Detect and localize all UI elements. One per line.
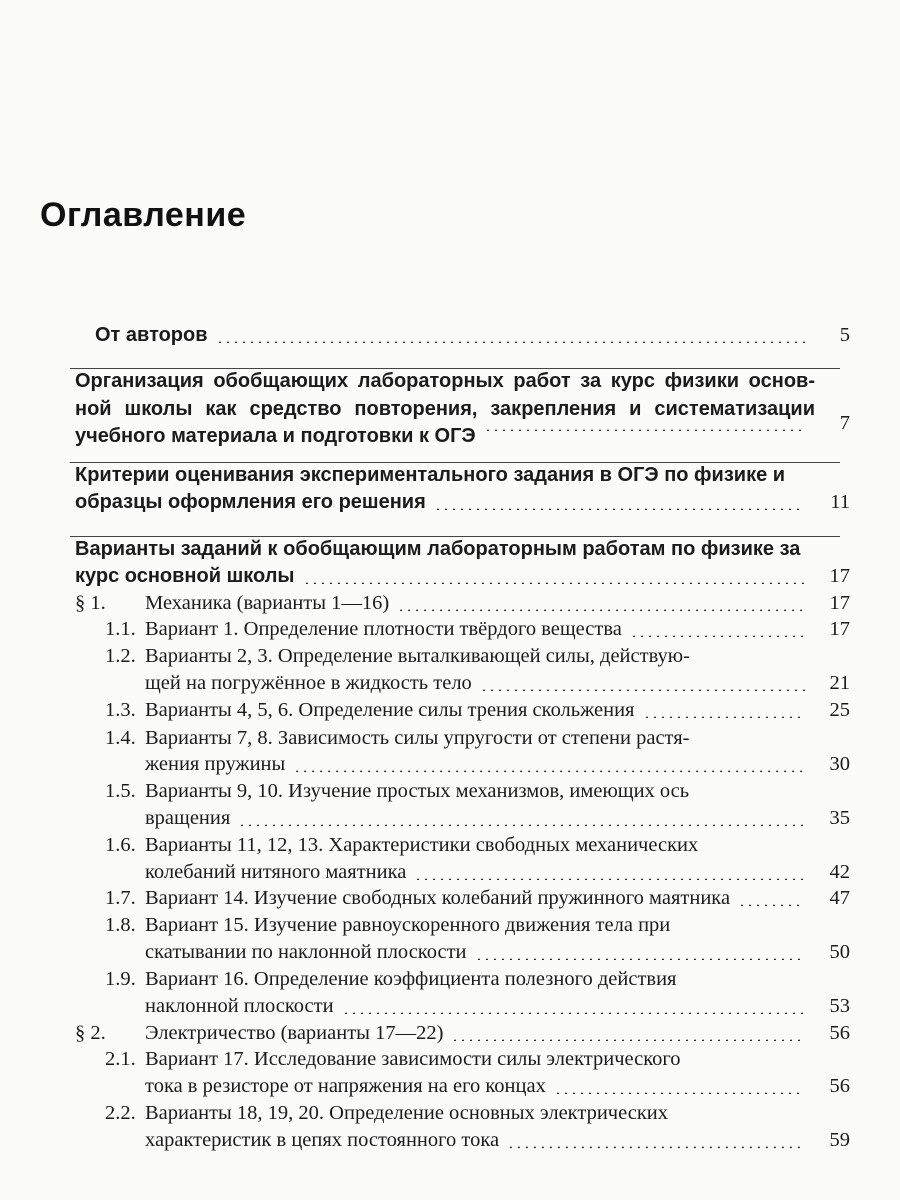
toc-entry-title: Варианты 18, 19, 20. Определение основных электрических [145,1102,669,1124]
toc-page-number: 11 [830,491,850,513]
toc-page-number: 53 [829,995,850,1017]
toc-entry-number: 1.9. [105,968,136,990]
toc-entry-number: 1.4. [105,727,136,749]
toc-entry-title: Механика (варианты 1—16) [145,592,390,614]
toc-leader-dots [643,716,806,718]
toc-entry-title: Электричество (варианты 17—22) [145,1022,444,1044]
toc-entry-title: Варианты 9, 10. Изучение простых механизмов, имеющих ось [145,780,690,802]
toc-leader-dots [303,582,805,584]
toc-entry-number: 1.5. [105,780,136,802]
toc-entry-number: 1.1. [105,618,136,640]
toc-leader-dots [434,508,805,510]
toc-entry-number: § 2. [75,1022,106,1044]
toc-page-number: 5 [839,324,850,346]
toc-leader-dots [414,878,805,880]
toc-leader-dots [484,429,805,431]
toc-entry-number: 1.8. [105,914,136,936]
toc-page-number: 17 [829,565,850,587]
toc-entry-title: От авторов [95,324,208,346]
toc-entry-title: вращения [145,807,231,829]
toc-entry-number: 2.1. [105,1048,136,1070]
toc-leader-dots [397,609,805,611]
toc-entry-number: 1.7. [105,887,136,909]
toc-leader-dots [507,1146,805,1148]
toc-entry-title: образцы оформления его решения [75,491,426,513]
toc-page-number: 30 [829,753,850,775]
toc-entry-title: Вариант 17. Исследование зависимости силы электрического [145,1048,681,1070]
toc-entry-title: Варианты 11, 12, 13. Характеристики свободных механических [145,834,699,856]
section-divider [70,368,840,369]
toc-leader-dots [293,770,805,772]
toc-leader-dots [451,1039,805,1041]
toc-entry-title: Варианты 4, 5, 6. Определение силы трения скольжения [145,699,635,721]
toc-entry-title: Варианты 7, 8. Зависимость силы упругости от степени растя- [145,727,690,749]
toc-entry-title: наклонной плоскости [145,995,334,1017]
toc-leader-dots [238,824,805,826]
section-divider [70,536,840,537]
toc-page-number: 50 [829,941,850,963]
toc-page-number: 7 [839,412,850,434]
toc-page-number: 17 [829,592,850,614]
toc-page-number: 47 [829,887,850,909]
toc-page-number: 42 [829,861,850,883]
toc-leader-dots [738,904,805,906]
toc-entry-title: Критерии оценивания экспериментального задания в ОГЭ по физике и [75,464,786,486]
toc-leader-dots [216,341,805,343]
section-divider [70,462,840,463]
toc-entry-number: 1.6. [105,834,136,856]
toc-leader-dots [480,689,805,691]
toc-leader-dots [630,635,805,637]
toc-entry-number: § 1. [75,592,106,614]
toc-entry-title: Вариант 14. Изучение свободных колебаний пружинного маятника [145,887,731,909]
toc-entry-title: колебаний нитяного маятника [145,861,407,883]
toc-entry-title: характеристик в цепях постоянного тока [145,1129,500,1151]
toc-entry-number: 1.2. [105,645,136,667]
toc-page-number: 59 [829,1129,850,1151]
toc-entry-title: щей на погружённое в жидкость тело [145,672,472,694]
toc-leader-dots [554,1092,805,1094]
toc-entry-title: жения пружины [145,753,286,775]
toc-page-number: 35 [829,807,850,829]
toc-entry-title: скатывании по наклонной плоскости [145,941,467,963]
toc-entry-title: Варианты 2, 3. Определение выталкивающей силы, действую- [145,645,690,667]
toc-entry-title: тока в резисторе от напряжения на его концах [145,1075,546,1097]
toc-page-number: 17 [829,618,850,640]
page-title: Оглавление [40,196,247,234]
toc-entry-title: учебного материала и подготовки к ОГЭ [75,425,476,447]
toc-leader-dots [342,1012,805,1014]
toc-entry-title: Вариант 16. Определение коэффициента полезного действия [145,968,677,990]
toc-entry-title: ной школы как средство повторения, закрепления и систематизации [75,398,815,420]
toc-entry-title: Варианты заданий к обобщающим лабораторным работам по физике за [75,538,801,560]
toc-page-number: 21 [829,672,850,694]
toc-page-number: 56 [829,1022,850,1044]
toc-page-number: 56 [829,1075,850,1097]
toc-entry-title: Организация обобщающих лабораторных работ за курс физики основ- [75,370,815,392]
toc-entry-title: Вариант 1. Определение плотности твёрдого вещества [145,618,622,640]
toc-entry-number: 2.2. [105,1102,136,1124]
toc-entry-number: 1.3. [105,699,136,721]
toc-page-number: 25 [829,699,850,721]
toc-entry-title: Вариант 15. Изучение равноускоренного движения тела при [145,914,671,936]
toc-entry-title: курс основной школы [75,565,295,587]
toc-leader-dots [475,958,805,960]
